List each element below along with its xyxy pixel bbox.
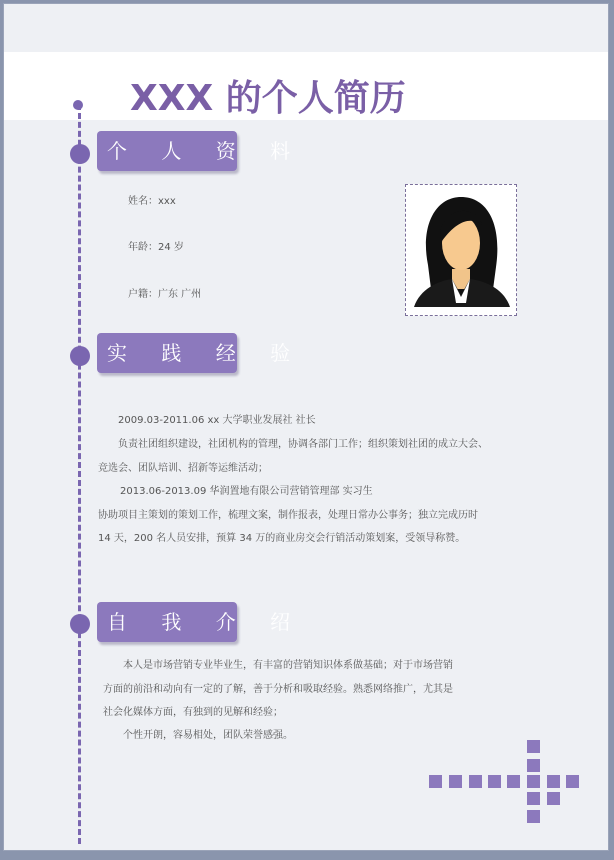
profile-photo (405, 184, 517, 316)
timeline-start-dot (73, 100, 83, 110)
about-line3: 社会化媒体方面，有独到的见解和经验； (103, 707, 283, 718)
experience-entry1-header: 2009.03-2011.06 xx 大学职业发展社 社长 (118, 415, 316, 426)
timeline-node-personal (70, 144, 90, 164)
experience-entry1-line1: 负责社团组织建设，社团机构的管理，协调各部门工作；组织策划社团的成立大会、 (118, 439, 488, 450)
page-title: XXX 的个人简历 (130, 78, 406, 119)
field-name: 姓名：xxx (128, 196, 176, 207)
timeline-node-experience (70, 346, 90, 366)
field-age: 年龄：24 岁 (128, 242, 184, 253)
timeline-line (78, 104, 81, 844)
resume-page (4, 4, 608, 850)
about-line4: 个性开朗，容易相处，团队荣誉感强。 (123, 730, 293, 741)
timeline-node-about (70, 614, 90, 634)
about-line2: 方面的前沿和动向有一定的了解，善于分析和吸取经验。熟悉网络推广，尤其是 (103, 684, 453, 695)
experience-entry2-line2: 14 天，200 名人员安排，预算 34 万的商业房交会行销活动策划案，受领导称赞。 (98, 533, 466, 544)
experience-entry2-header: 2013.06-2013.09 华润置地有限公司营销管理部 实习生 (120, 486, 373, 497)
about-line1: 本人是市场营销专业毕业生，有丰富的营销知识体系做基础；对于市场营销 (123, 660, 453, 671)
section-label-personal: 个 人 资 料 (97, 131, 237, 171)
field-hometown: 户籍：广东 广州 (128, 289, 202, 300)
experience-entry2-line1: 协助项目主策划的策划工作，梳理文案，制作报表，处理日常办公事务；独立完成历时 (98, 510, 478, 521)
experience-entry1-line2: 竞选会、团队培训、招新等运维活动； (98, 463, 268, 474)
section-label-experience: 实 践 经 验 (97, 333, 237, 373)
section-label-about: 自 我 介 绍 (97, 602, 237, 642)
avatar-woman-icon (406, 185, 516, 315)
